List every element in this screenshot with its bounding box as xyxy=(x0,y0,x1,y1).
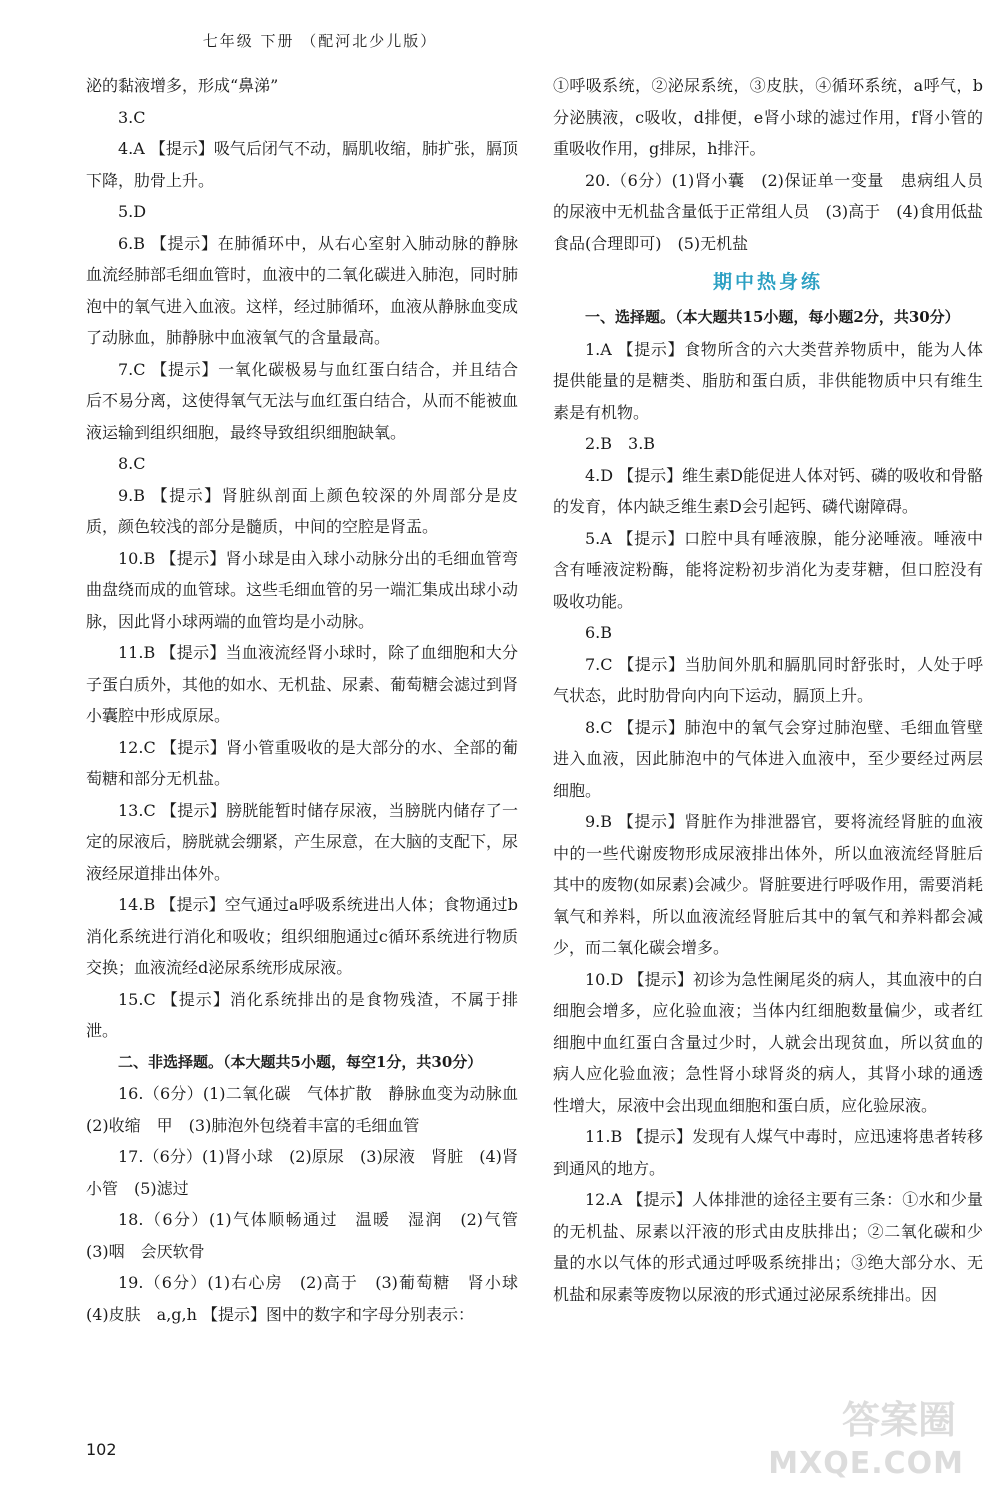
answer-item: 10.D 【提示】初诊为急性阑尾炎的病人，其血液中的白细胞会增多，应化验血液；当体内红细胞数量偏少，或者红细胞中血红蛋白含量过少时，人就会出现贫血，所以贫血的病人应化验血液；急性肾小球肾炎的病人，其肾小球的通透性增大，尿液中会出现血细胞和蛋白质，应化验尿液。 xyxy=(553,969,983,1115)
answer-item: 11.B 【提示】发现有人煤气中毒时，应迅速将患者转移到通风的地方。 xyxy=(553,1127,983,1178)
watermark-url: MXQE.COM xyxy=(768,1446,964,1481)
answer-item: 9.B 【提示】肾脏纵剖面上颜色较深的外周部分是皮质，颜色较浅的部分是髓质，中间的空腔是肾盂。 xyxy=(86,485,518,536)
answer-item: 14.B 【提示】空气通过a呼吸系统进出人体；食物通过b消化系统进行消化和吸收；组织细胞通过c循环系统进行物质交换；血液流经d泌尿系统形成尿液。 xyxy=(86,895,518,977)
answer-item: 12.A 【提示】人体排泄的途径主要有三条：①水和少量的无机盐、尿素以汗液的形式由皮肤排出；②二氧化碳和少量的水以气体的形式通过呼吸系统排出；③绝大部分水、无机盐和尿素等废物以尿液的形式通过泌尿系统排出。因 xyxy=(553,1190,983,1304)
answer-text: 泌的黏液增多，形成“鼻涕” xyxy=(86,76,279,95)
answer-item: 17.（6分）(1)肾小球 (2)原尿 (3)尿液 肾脏 (4)肾小管 (5)滤过 xyxy=(86,1147,518,1198)
answer-item: 13.C 【提示】膀胱能暂时储存尿液，当膀胱内储存了一定的尿液后，膀胱就会绷紧，产生尿意，在大脑的支配下，尿液经尿道排出体外。 xyxy=(86,800,519,883)
section-title: 期中热身练 xyxy=(712,271,823,293)
answer-item: 5.D xyxy=(118,202,147,221)
left-column xyxy=(86,70,535,1330)
answer-item: 4.A 【提示】吸气后闭气不动，膈肌收缩，肺扩张，膈顶下降，肋骨上升。 xyxy=(86,139,518,190)
answer-item: 10.B 【提示】肾小球是由入球小动脉分出的毛细血管弯曲盘绕而成的血管球。这些毛细血管的另一端汇集成出球小动脉，因此肾小球两端的血管均是小动脉。 xyxy=(86,548,519,631)
answer-item: 9.B 【提示】肾脏作为排泄器官，要将流经肾脏的血液中的一些代谢废物形成尿液排出体外，所以血液流经肾脏后其中的废物(如尿素)会减少。肾脏要进行呼吸作用，需要消耗氧气和养料，所以血液流经肾脏后其中的氧气和养料都会减少，而二氧化碳会增多。 xyxy=(553,812,983,957)
answer-item: 4.D 【提示】维生素D能促进人体对钙、磷的吸收和骨骼的发育，体内缺乏维生素D会引起钙、磷代谢障碍。 xyxy=(553,465,984,516)
answer-item: 19.（6分）(1)右心房 (2)高于 (3)葡萄糖 肾小球 (4)皮肤 a,g,h 【提示】图中的数字和字母分别表示： xyxy=(86,1273,535,1324)
answer-item: 20.（6分）(1)肾小囊 (2)保证单一变量 患病组人员的尿液中无机盐含量低于正常组人员 (3)高于 (4)食用低盐食品(合理即可) (5)无机盐 xyxy=(553,170,983,253)
page-number: 102 xyxy=(86,1440,117,1459)
answer-text: ①呼吸系统，②泌尿系统，③皮肤，④循环系统，a呼气，b分泌胰液，c吸收，d排便，e肾小球的滤过作用，f肾小管的重吸收作用，g排尿，h排汗。 xyxy=(553,76,983,158)
page-header: 七年级 下册 （配河北少儿版） xyxy=(202,32,438,50)
answer-item: 1.A 【提示】食物所含的六大类营养物质中，能为人体提供能量的是糖类、脂肪和蛋白质，非供能物质中只有维生素是有机物。 xyxy=(553,339,983,422)
answer-item: 6.B 【提示】在肺循环中，从右心室射入肺动脉的静脉血流经肺部毛细血管时，血液中的二氧化碳进入肺泡，同时肺泡中的氧气进入血液。这样，经过肺循环，血液从静脉血变成了动脉血，肺静脉中血液氧气的含量最高。 xyxy=(86,233,519,347)
answer-item: 2.B 3.B xyxy=(585,434,656,453)
answer-item: 6.B xyxy=(585,623,613,642)
answer-item: 7.C 【提示】当肋间外肌和膈肌同时舒张时，人处于呼气状态，此时肋骨向内向下运动，膈顶上升。 xyxy=(553,654,983,705)
answer-item: 8.C 【提示】肺泡中的氧气会穿过肺泡壁、毛细血管壁进入血液，因此肺泡中的气体进入血液中，至少要经过两层细胞。 xyxy=(553,717,983,800)
answer-item: 8.C xyxy=(118,454,146,473)
answer-item: 7.C 【提示】一氧化碳极易与血红蛋白结合，并且结合后不易分离，这使得氧气无法与血红蛋白结合，从而不能被血液运输到组织细胞，最终导致组织细胞缺氧。 xyxy=(86,359,519,442)
watermark-logo xyxy=(768,1355,986,1495)
answer-item: 15.C 【提示】消化系统排出的是食物残渣，不属于排泄。 xyxy=(86,989,518,1040)
answer-item: 12.C 【提示】肾小管重吸收的是大部分的水、全部的葡萄糖和部分无机盐。 xyxy=(86,737,518,788)
section-heading: 二、非选择题。（本大题共5小题，每空1分，共30分） xyxy=(118,1052,483,1071)
right-column xyxy=(553,70,983,1310)
answer-item: 5.A 【提示】口腔中具有唾液腺，能分泌唾液。唾液中含有唾液淀粉酶，能将淀粉初步消化为麦芽糖，但口腔没有吸收功能。 xyxy=(553,528,983,611)
answer-item: 3.C xyxy=(118,107,146,127)
answer-item: 11.B 【提示】当血液流经肾小球时，除了血细胞和大分子蛋白质外，其他的如水、无机盐、尿素、葡萄糖会滤过到肾小囊腔中形成原尿。 xyxy=(86,643,519,725)
answer-item: 18.（6分）(1)气体顺畅通过 温暖 湿润 (2)气管 (3)咽 会厌软骨 xyxy=(86,1210,535,1261)
watermark-title: 答案圈 xyxy=(841,1398,956,1442)
answer-item: 16.（6分）(1)二氧化碳 气体扩散 静脉血变为动脉血 (2)收缩 甲 (3)肺泡外包绕着丰富的毛细血管 xyxy=(86,1084,535,1135)
section-heading: 一、选择题。（本大题共15小题，每小题2分，共30分） xyxy=(585,308,960,326)
